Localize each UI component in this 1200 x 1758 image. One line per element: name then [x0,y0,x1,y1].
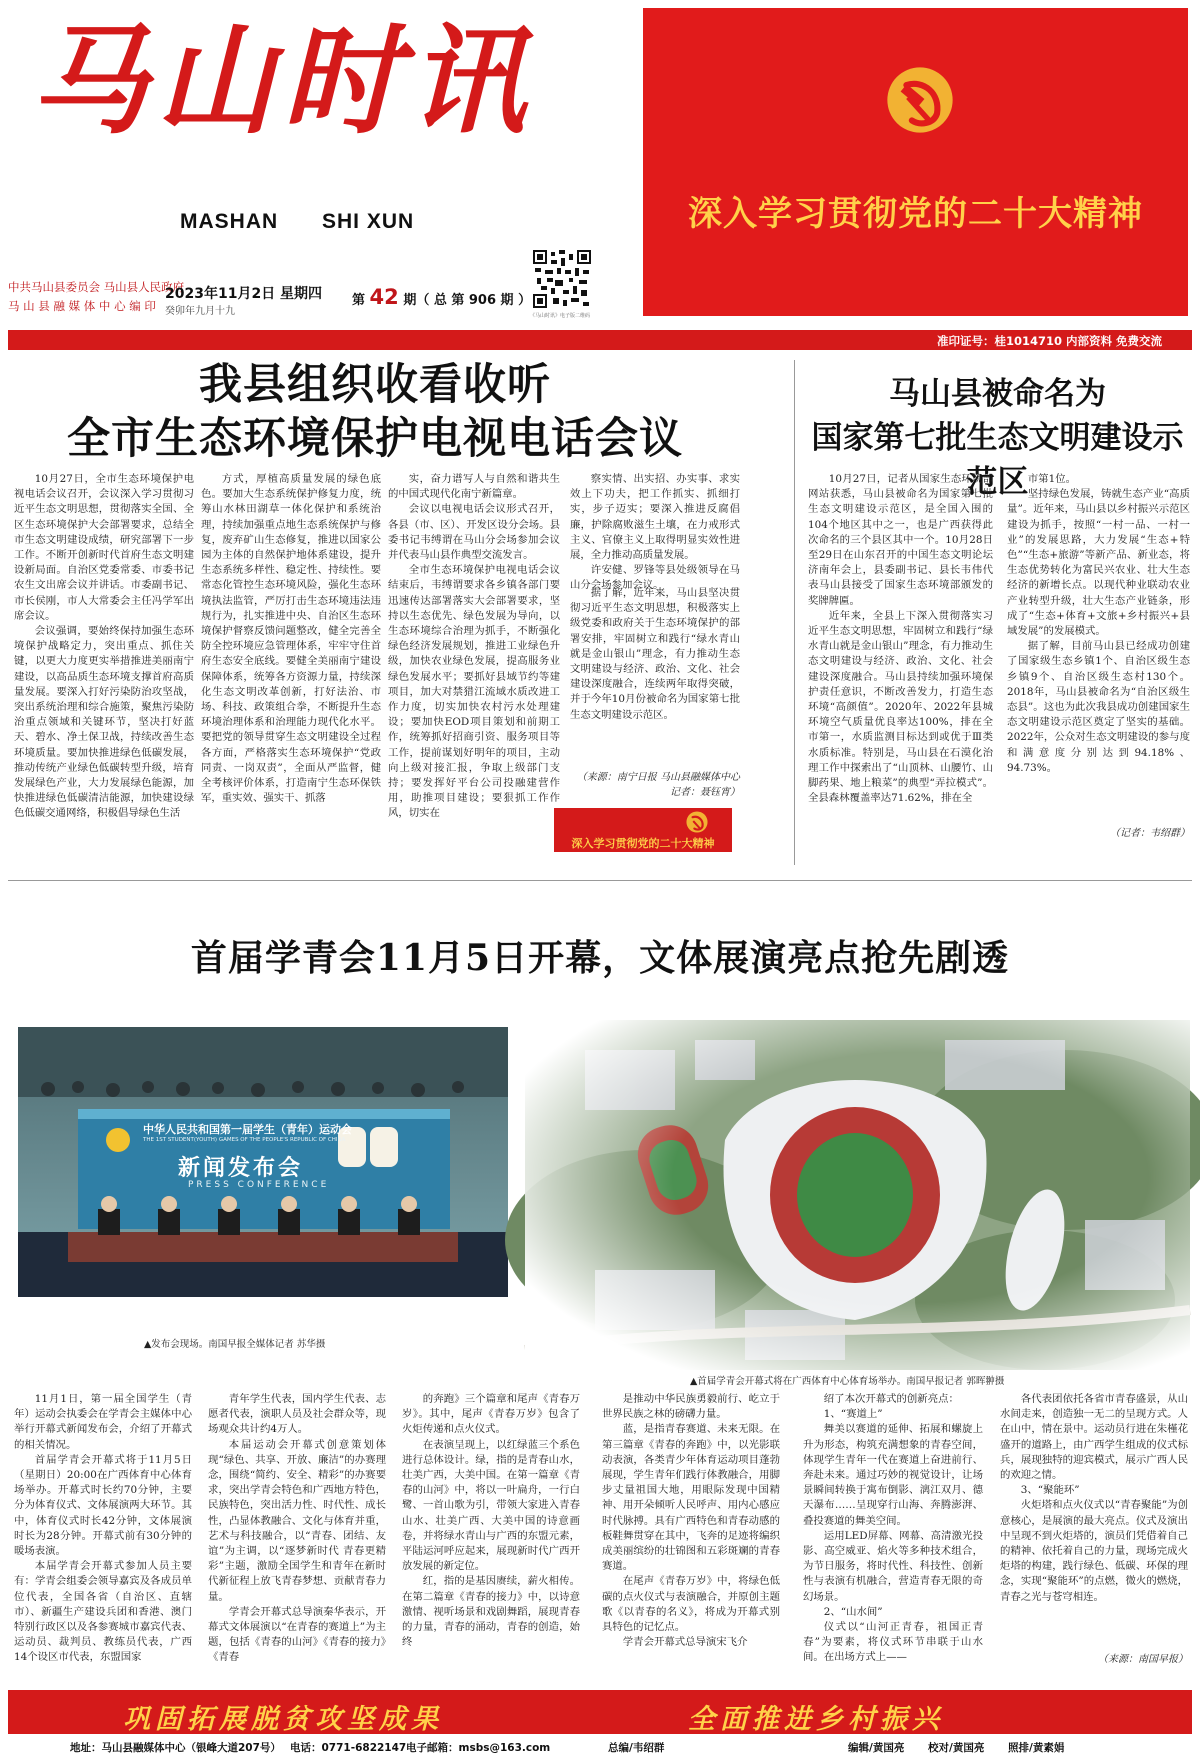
article3-headline: 首届学青会11月5日开幕，文体展演亮点抢先剧透 [190,937,1010,979]
paragraph: 学青会开幕式总导演秦华表示，开幕式文体展演以“在青春的赛道上”为主题，包括《青春的山河》《青春的接力》《青春 [208,1605,386,1664]
paragraph: 火炬塔和点火仪式以“青春聚能”为创意核心，是展演的最大亮点。仪式及演出中呈现不到火炬塔的，演员们凭借着自己的精神、依托着自己的力量，现场完成火炬塔的构建，践行绿色、低碳、环保的理念，实现“聚能环”的点燃，微火的燃烧，青春之光与苍穹相连。 [1000,1499,1188,1603]
paragraph: 全市生态环境保护电视电话会议结束后，韦缚谓要求各乡镇各部门要迅速传达部署落实大会部署要求，坚持以生态优先、绿色发展为导向，以生态环境综合治理为抓手，不断强化绿色经济发展规划，推进工业绿色升级，加快农业绿色发展，提高服务业绿色发展水平；要抓好县域节约等建项目，加大对禁猎江流域水质改进工作力度，切实加快农村污水处理建设；要加快EOD项目策划和前期工作，统筹抓好招商引资、服务项目等工作，提前谋划好明年的项目，主动向上级对接汇报，争取上级部门支持；要发挥好平台公司投融建营作用，助推项目建设；要狠抓工作作风，切实在 [388,564,560,820]
article3-column-5 [803,1392,983,1680]
paragraph: 是推动中华民族勇毅前行、屹立于世界民族之林的磅礴力量。 [602,1393,780,1421]
slogan-left: 巩固拓展脱贫攻坚成果 [123,1704,443,1735]
mini-banner-text: 深入学习贯彻党的二十大精神 [571,837,715,850]
photo1-subtitle: PRESS CONFERENCE [188,1180,330,1190]
paragraph: 近年来，全县上下深入贯彻落实习近平生态文明思想，牢固树立和践行“绿水青山就是金山银山”理念，有力推动生态文明建设与经济、政治、文化、社会建设深度融合。马山县持续加强环境保护责任意识，不断改善发力，打造生态环境“高颜值”。2020年、2022年县城环境空气质量优良率达100%，排在全市第一，水质监测目标达到或优于Ⅲ类水质标准。特别是，马山县在石漠化治理工作中探索出了“山顶林、山腰竹、山脚药果、地上粮菜”的典型“弄拉模式”。全县森林覆盖率达71.62%，排在全 [808,609,993,805]
article2-headline-line2: 国家第七批生态文明建设示范区 [811,420,1184,500]
publish-date: 2023年11月2日 星期四 [165,286,323,302]
paragraph: 的奔跑》三个篇章和尾声《青春万岁》。其中，尾声《青春万岁》包含了火炬传递和点火仪式。 [402,1393,580,1436]
paragraph: 方式，厚植高质量发展的绿色底色。要加大生态系统保护修复力度，统筹山水林田湖草一体化保护和系统治理，持续加强重点地生态系统保护与修复，废弃矿山生态修复，推进以国家公园为主体的自然保护地体系建设，提升生态系统多样性、稳定性、持续性。要常态化管控生态环境风险，强化生态环境执法监管，严厉打击生态环境违法违规行为，扎实推进中央、自治区生态环境保护督察反馈问题整改，健全完善全防全控环境应急管理体系，牢牢守住首府生态安全底线。要健全美丽南宁建设保障体系，统筹各方资源力量，持续深化生态文明改革创新，打好法治、市场、科技、政策组合拳，不断提升生态环境治理体系和治理能力现代化水平。要把党的领导贯穿生态文明建设全过程各方面，严格落实生态环境保护“党政同责、一岗双责”，全面从严监督，健全考核评价体系，打造南宁生态环保铁军，重实效、强实干、抓落 [201,473,381,805]
photo1-banner-en: THE 1ST STUDENT(YOUTH) GAMES OF THE PEOPLE'S REPUBLIC OF CHINA [143,1137,346,1143]
paragraph: 本届运动会开幕式创意策划体现“绿色、共享、开放、廉洁”的办赛理念，围绕“简约、安全、精彩”的办赛要求，突出学青会特色和广西地方特色，民族特色，突出活力性、时代性、成长性，凸显体教融合、文化与体育并重，艺术与科技融合，以“青春、团结、友谊”为主调，以“逐梦新时代 青春更精彩”主题，激励全国学生和青年在新时代新征程上放飞青春梦想、贡献青春力量。 [208,1438,386,1603]
footer [8,1737,1192,1757]
party-emblem-icon [686,811,708,833]
paragraph: 会议以电视电话会议形式召开，各县（市、区）、开发区设分会场。县委书记韦缚谓在马山分会场参加会议并代表马山县作典型交流发言。 [388,503,560,562]
paragraph: 3、“聚能环” [1020,1484,1080,1497]
paragraph: 坚持绿色发展，铸就生态产业“高质量”。近年来，马山县以乡村振兴示范区建设为抓手，按照“一村一品、一村一业”的发展思路，大力发展“生态+特色”“生态+旅游”等新产品、新业态，将生态优势转化为富民兴农业、壮大生态经济的新增长点。以现代种业联动农业产业转型升级，壮大生态产业链条，形成了“生态+体育+文旅+乡村振兴+县域发展”的发展模式。 [1007,488,1190,638]
photo1-caption: ▲发布会现场。南国早报全媒体记者 苏华摄 [144,1339,326,1350]
lunar-date: 癸卯年九月十九 [165,306,235,317]
masthead [0,0,1200,348]
qr-code-icon[interactable] [533,250,591,308]
footer-chief-editor: 总编/韦绍群 [608,1742,665,1754]
paragraph: 据了解，目前马山县已经成功创建了国家级生态乡镇1个、自治区级生态乡镇9个、自治区级生态村130个。2018年，马山县被命名为“自治区级生态县”。这也为此次我县成功创建国家生态文明建设示范区奠定了坚实的基础。2022年，公众对生态文明建设的参与度和满意度分别达到94.18%、94.73%。 [1007,640,1190,774]
party-emblem-icon [886,66,954,134]
column-divider [794,360,795,865]
title-english-right: SHI XUN [322,210,415,233]
article1-source: （来源：南宁日报 马山县融媒体中心 记者：聂钰宵） [576,772,740,798]
paragraph: 各代表团依托各省市青春盛景，从山水间走来，创造独一无二的呈现方式。人在山中，情在景中。运动员行进在朱槿花盛开的道路上，由广西学生组成的仪式标兵，展现独特的迎宾模式，展示广西人民的欢迎之情。 [1000,1393,1188,1482]
article1-headline-line2: 全市生态环境保护电视电话会议 [67,414,683,464]
section-divider [8,880,1192,881]
article1-column-3 [388,472,560,857]
photo2-caption: ▲首届学青会开幕式将在广西体育中心体育场举办。南国早报记者 郭晖翀摄 [690,1376,1005,1387]
issue-no: 42 [369,285,399,309]
slogan-right: 全面推进乡村振兴 [688,1704,944,1735]
article2-headline-line1: 马山县被命名为 [889,376,1106,412]
article3-column-3 [402,1392,580,1680]
issue-suffix: 期（ 总 第 906 期 ） [403,293,532,308]
mini-party-banner [554,808,732,852]
footer-address: 地址：马山县融媒体中心（银峰大道207号） [70,1742,281,1754]
footer-phone: 电话：0771-6822147 [290,1742,407,1754]
paragraph: 实，奋力谱写人与自然和谐共生的中国式现代化南宁新篇章。 [388,473,560,501]
footer-editor: 编辑/黄国亮 [848,1742,905,1754]
article2-column-1 [808,472,993,857]
paragraph: 红，指的是基因赓续，薪火相传。在第二篇章《青春的接力》中，以诗意激情、视听场景和戏剧舞蹈，展现青春的力量，青春的涌动，青春的创造，始终 [402,1575,580,1649]
article1-column-2 [201,472,381,857]
paragraph: 运用LED屏幕、网幕、高清激光投影、高空威亚、焰火等多种技术组合，为节日服务，将时代性、科技性、创新性与表演有机融合，营造青春无限的奇幻场景。 [803,1529,983,1603]
paragraph: 会议强调，要始终保持加强生态环境保护战略定力，突出重点、抓住关键，以更大力度更实举措推进美丽南宁建设，以高品质生态环境支撑首府高质量发展。要深入打好污染防治攻坚战，突出系统治理和综合施策，聚焦污染防治重点领域和关键环节，坚决打好蓝天、碧水、净土保卫战，持续改善生态环境质量。要加快推进绿色低碳发展，推动传统产业绿色低碳转型升级，培育发展绿色产业，大力发展绿色能源，加快推进绿色低碳清洁能源，加快建设绿色低碳交通网络，积极倡导绿色生活 [14,625,194,820]
article1-column-4 [570,472,740,592]
permit-text: 准印证号：桂1014710 内部资料 免费交流 [936,334,1162,348]
article1-column-1 [14,472,194,857]
paragraph: 察实情、出实招、办实事、求实效上下功夫，把工作抓实、抓细打实，步子迈实；要深入推进反腐倡廉，护除腐败滋生土壤，在力戒形式主义、官僚主义上取得明显实效性进展，全力推动高质量发展。 [570,473,740,562]
party-banner [643,8,1188,316]
paragraph: 许安健、罗锋等县处级领导在马山分会场参加会议。 [570,564,740,592]
paragraph: 学青会开幕式总导演宋飞介 [622,1636,748,1649]
paragraph: 绍了本次开幕式的创新亮点： [823,1393,959,1405]
stadium-aerial-illustration [525,1020,1190,1370]
permit-bar [8,330,1192,350]
paragraph: 2、“山水间” [823,1605,883,1618]
article2-source: （记者：韦绍群） [1110,828,1190,839]
footer-proofreader: 校对/黄国亮 [928,1742,985,1754]
paragraph: 舞美以赛道的延伸、拓展和螺旋上升为形态，构筑充满想象的青春空间，体现学生青年一代在赛道上奋进前行、奔赴未来。通过巧妙的视觉设计，让场景瞬间转换于寓布倒影、漓江双月、德天瀑布……呈现穿行山海、奔腾澎湃、叠投赛道的舞美空间。 [803,1423,983,1527]
paragraph: 10月27日，记者从国家生态环境部网站获悉，马山县被命名为国家第七批生态文明建设示范区，是全国入围的104个地区其中之一，也是广西获得此次命名的三个县区其中一个。10月28日至29日在山东召开的中国生态文明论坛济南年会上，县委副书记、县长韦伟代表马山县接受了国家生态环境部颁发的奖牌牌匾。 [808,473,993,607]
issue-number [352,285,531,309]
publisher-info [8,278,184,316]
footer-layout: 照排/黄素娟 [1008,1742,1065,1754]
footer-email: 电子邮箱：msbs@163.com [406,1742,551,1754]
paragraph: 蓝，是指青春赛道、未来无限。在第三篇章《青春的奔跑》中，以光影联动表演，各类青少年体育运动项目蓬勃展现，学生青年们践行体教融合，用脚步丈量祖国大地，用眼际发现中国精神、用开朵倾听人民呼声、用内心感应时代脉搏。具有广西特色和青春动感的板鞋舞贯穿在其中，飞奔的足迹将编织成美丽缤纷的壮锦图和五彩斑斓的青春赛道。 [602,1423,780,1573]
article3-column-1 [14,1392,192,1680]
paragraph: 1、“赛道上” [823,1408,883,1421]
article3-column-4 [602,1392,780,1680]
article3-source: （来源：南国早报） [1098,1654,1188,1665]
publisher-line-1: 中共马山县委员会 马山县人民政府 [8,280,185,294]
banner-slogan: 深入学习贯彻党的二十大精神 [688,194,1143,234]
article3-column-2 [208,1392,386,1680]
article1-headline-line1: 我县组织收看收听 [199,360,551,410]
qr-caption: 《马山时讯》电子版二维码 [530,313,591,319]
paragraph: 市第1位。 [1027,473,1076,485]
paragraph: 在表演呈现上，以红绿蓝三个系色进行总体设计。绿，指的是青春山水，壮美广西，大美中国。在第一篇章《青春的山河》中，将以一叶扁舟，一行白鹭、一首山歌为引，带领大家进入青春山水、壮美广西、大美中国的诗意画卷，并将绿水青山与广西的东盟元素，平陆运河呼应起来，展现新时代广西开放发展的新定位。 [402,1438,580,1573]
article1-headline [10,358,740,466]
paragraph: 首届学青会开幕式将于11月5日（星期日）20:00在广西体育中心体育场举办。开幕式时长约70分钟，主要分为体育仪式、文体展演两大环节。其中，体育仪式时长42分钟，文体展演时长为28分钟。开幕式前有30分钟的暖场表演。 [14,1453,192,1558]
paragraph: 在尾声《青春万岁》中，将绿色低碳的点火仪式与表演融合，并原创主题歌《以青春的名义》，将成为开幕式别具特色的记忆点。 [602,1575,780,1634]
paragraph: 仪式以“山河正青春，祖国正青春”为要素，将仪式环节串联于山水间。在出场方式上—— [803,1621,983,1664]
paragraph: 据了解，近年来，马山县坚决贯彻习近平生态文明思想，积极落实上级党委和政府关于生态环境保护的部署安排，牢固树立和践行“绿水青山就是金山银山”理念，有力推动生态文明建设与经济、政治、文化、社会建设深度融合，连续两年取得突破，并于今年10月份被命名为国家第七批生态文明建设示范区。 [570,587,740,721]
paragraph: 11月1日，第一届全国学生（青年）运动会执委会在学青会主媒体中心举行开幕式新闻发布会，介绍了开幕式的相关情况。 [14,1393,192,1451]
article3-column-6 [1000,1392,1188,1647]
photo1-title: 新闻发布会 [178,1156,304,1181]
stadium-aerial-photo [525,1020,1190,1370]
newspaper-title: 马山时讯 [30,11,535,150]
title-english-left: MASHAN [180,210,279,233]
photo1-banner-cn: 中华人民共和国第一届学生（青年）运动会 [143,1123,352,1136]
publisher-line-2: 马 山 县 融 媒 体 中 心 编 印 [8,299,156,313]
paragraph: 10月27日，全市生态环境保护电视电话会议召开，会议深入学习贯彻习近平生态文明思想，贯彻落实全国、全区生态环境保护大会部署要求，总结全市生态文明建设成绩，研究部署下一步工作。不断开创新时代首府生态文明建设新局面。自治区党委常委、市委书记农生文出席会议并讲话。市委副书记、市长侯刚，市人大常委会主任冯学军出席会议。 [14,473,194,622]
article2-column-2 [1007,472,1190,822]
paragraph: 本届学青会开幕式参加人员主要有：学青会组委会领导嘉宾及各成员单位代表，全国各省（自治区、直辖市）、新疆生产建设兵团和香港、澳门特别行政区以及各参赛城市嘉宾代表、运动员、裁判员、教练员代表，广西14个设区市代表，东盟国家 [14,1560,192,1664]
press-conference-photo [18,1027,508,1297]
issue-prefix: 第 [352,293,366,308]
slogan-bar [8,1690,1192,1734]
paragraph: 青年学生代表，国内学生代表、志愿者代表，演职人员及社会群众等，现场观众共计约4万人。 [208,1393,386,1436]
article1-column-4b [570,586,740,764]
